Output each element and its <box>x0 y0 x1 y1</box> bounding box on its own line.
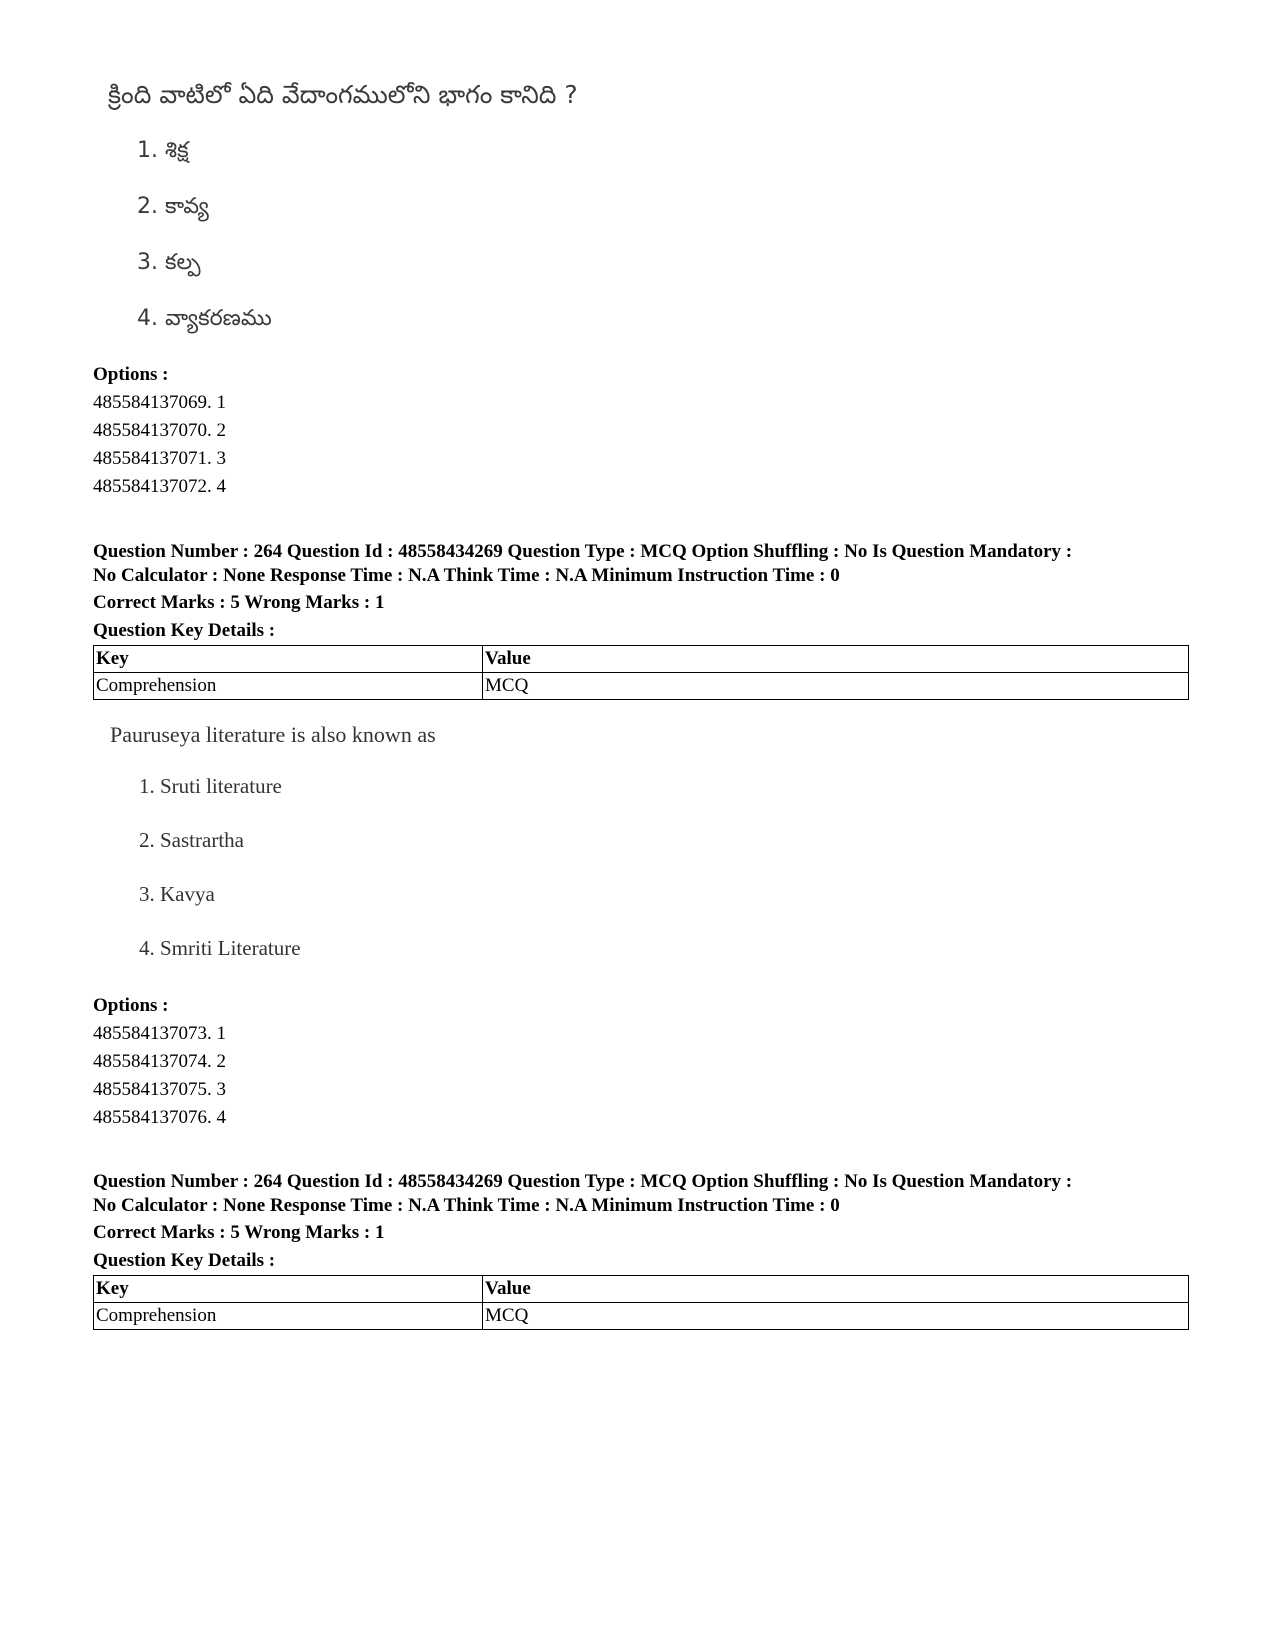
table-header-key: Key <box>94 646 483 673</box>
question-choice-2: 2. కావ్య <box>137 194 209 219</box>
question-choice-3: 3. Kavya <box>139 882 215 906</box>
option-line: 485584137073. 1 <box>93 1023 226 1044</box>
question-meta-line-1: Question Number : 264 Question Id : 48558434269 Question Type : MCQ Option Shuffling : No Is Question Mandatory : <box>93 1171 1073 1192</box>
table-cell-value: MCQ <box>483 673 1189 700</box>
key-details-table <box>93 1275 1189 1330</box>
option-line: 485584137076. 4 <box>93 1107 226 1128</box>
options-heading: Options : <box>93 364 169 385</box>
question-meta-line-2: No Calculator : None Response Time : N.A Think Time : N.A Minimum Instruction Time : 0 <box>93 565 840 586</box>
options-heading: Options : <box>93 995 169 1016</box>
question-choice-4: 4. వ్యాకరణము <box>137 306 272 331</box>
question-choice-2: 2. Sastrartha <box>139 828 244 852</box>
option-line: 485584137071. 3 <box>93 448 226 469</box>
question-choice-3: 3. కల్ప <box>137 250 201 275</box>
option-line: 485584137069. 1 <box>93 392 226 413</box>
question-text: క్రింది వాటిలో ఏది వేదాంగములోని భాగం కానిది ? <box>108 80 578 109</box>
table-header-value: Value <box>483 1276 1189 1303</box>
question-choice-1: 1. శిక్ష <box>137 138 189 163</box>
key-details-table <box>93 645 1189 700</box>
table-header-value: Value <box>483 646 1189 673</box>
question-text: Pauruseya literature is also known as <box>110 722 436 747</box>
marks-line: Correct Marks : 5 Wrong Marks : 1 <box>93 592 385 613</box>
table-header-row <box>94 1276 1189 1303</box>
table-header-row <box>94 646 1189 673</box>
table-header-key: Key <box>94 1276 483 1303</box>
table-cell-key: Comprehension <box>94 673 483 700</box>
marks-line: Correct Marks : 5 Wrong Marks : 1 <box>93 1222 385 1243</box>
question-meta <box>93 540 1203 588</box>
question-choice-4: 4. Smriti Literature <box>139 936 301 960</box>
table-cell-value: MCQ <box>483 1303 1189 1330</box>
question-choice-1: 1. Sruti literature <box>139 774 282 798</box>
question-meta <box>93 1170 1203 1218</box>
question-meta-line-1: Question Number : 264 Question Id : 48558434269 Question Type : MCQ Option Shuffling : No Is Question Mandatory : <box>93 541 1073 562</box>
key-details-heading: Question Key Details : <box>93 1250 276 1271</box>
option-line: 485584137072. 4 <box>93 476 226 497</box>
question-meta-line-2: No Calculator : None Response Time : N.A Think Time : N.A Minimum Instruction Time : 0 <box>93 1195 840 1216</box>
table-row <box>94 673 1189 700</box>
option-line: 485584137075. 3 <box>93 1079 226 1100</box>
table-row <box>94 1303 1189 1330</box>
key-details-heading: Question Key Details : <box>93 620 276 641</box>
table-cell-key: Comprehension <box>94 1303 483 1330</box>
option-line: 485584137074. 2 <box>93 1051 226 1072</box>
option-line: 485584137070. 2 <box>93 420 226 441</box>
